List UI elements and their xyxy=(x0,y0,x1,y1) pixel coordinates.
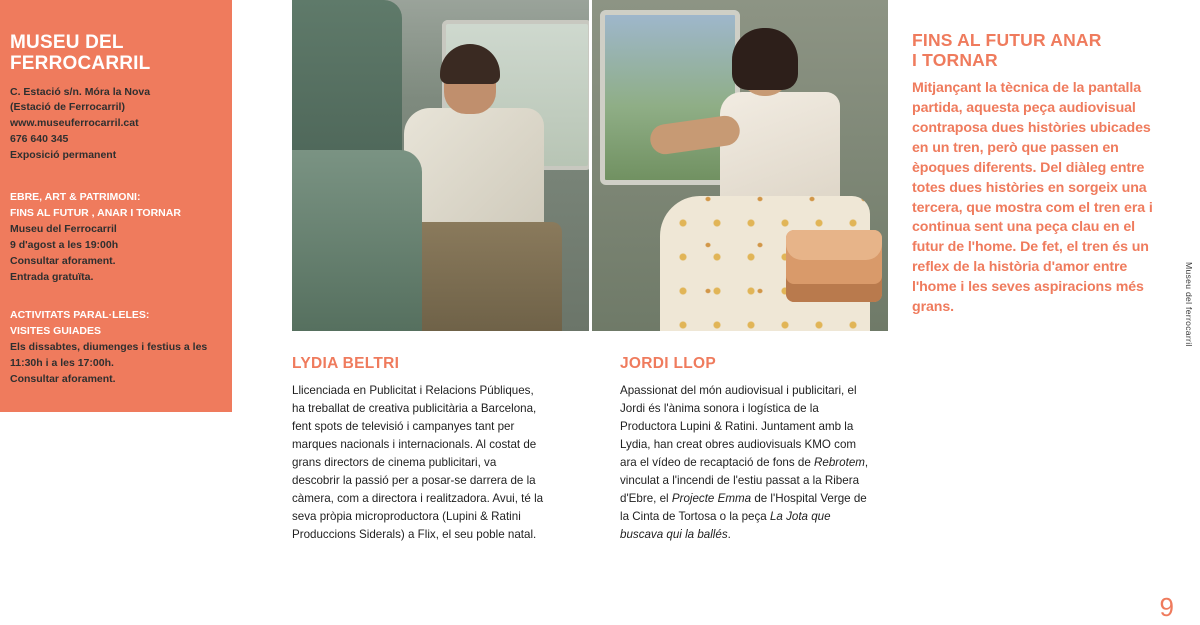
bio-text: Llicenciada en Publicitat i Relacions Públiques, ha treballat de creativa publicitària a Barcelona, fent spots de televisió i campanyes tant per marques nacionals i internacionals. Al costat de grans directors de cinema publicitari, va descobrir la passió per a posar-se darrera de la càmera, com a directora i realitzadora. Avui, té la seva pròpia microproductora (Lupini & Ratini Produccions Siderals) a Flix, el seu poble natal. xyxy=(292,384,544,541)
guided-visits-days: Els dissabtes, diumenges i festius a les xyxy=(10,340,208,353)
program-title: FINS AL FUTUR , ANAR I TORNAR xyxy=(10,207,181,220)
split-screen-photo xyxy=(292,0,888,331)
address-street: C. Estació s/n. Móra la Nova xyxy=(10,85,151,98)
vertical-edge-label: Museu del ferrocarril xyxy=(1184,262,1194,347)
photo-right-panel xyxy=(590,0,888,331)
feature-title xyxy=(912,30,1170,70)
woman-hair xyxy=(732,28,798,90)
bio-text-part1: Apassionat del món audiovisual i publicitari, el Jordi és l'ànima sonora i logística de la Productora Lupini & Ratini. Juntament amb la Lydia, han creat obres audiovisuals KMO com ara el vídeo de recaptació de fons de xyxy=(620,384,857,469)
museum-website[interactable]: www.museuferrocarril.cat xyxy=(10,117,139,130)
page-number: 9 xyxy=(1159,592,1174,622)
museum-address-block xyxy=(10,85,210,165)
bio-text-part3: de l'Hospital Verge de la Cinta de Tortosa o la peça xyxy=(620,491,867,523)
feature-title-line2: I TORNAR xyxy=(912,50,998,71)
train-window-right xyxy=(600,10,740,185)
feature-text-column xyxy=(912,30,1170,318)
split-screen-divider xyxy=(589,0,592,331)
program-label: EBRE, ART & PATRIMONI: xyxy=(10,191,141,204)
museum-title-line2: FERROCARRIL xyxy=(10,53,151,75)
train-seat-front-left xyxy=(292,150,422,331)
bio-jordi-llop xyxy=(620,355,872,544)
feature-body: Mitjançant la tècnica de la pantalla partida, aquesta peça audiovisual contraposa dues històries ubicades en un tren, però que passen en èpoques diferents. Del diàleg entre totes dues històries en sorgeix una tercera, que mostra com el tren era i continua sent una peça clau en el futur de l'home. De fet, el tren és un reflex de la història d'amor entre l'home i les seves aspiracions més grans. xyxy=(912,80,1153,315)
bio-lydia-beltri xyxy=(292,355,544,544)
program-date: 9 d'agost a les 19:00h xyxy=(10,239,119,252)
bio-text xyxy=(620,382,872,544)
program-entry: Entrada gratuïta. xyxy=(10,271,94,284)
guided-visits-capacity: Consultar aforament. xyxy=(10,372,116,385)
woman-torso xyxy=(720,92,840,202)
bio-work-title-2: Projecte Emma xyxy=(671,491,752,505)
permanent-exhibition-note: Exposició permanent xyxy=(10,149,117,162)
parallel-activities-block xyxy=(10,308,210,388)
bio-work-title-3: La Jota que buscava qui la ballés xyxy=(620,509,831,541)
sidebar-info-panel xyxy=(0,0,232,412)
program-block xyxy=(10,190,210,286)
parallel-activities-label: ACTIVITATS PARAL·LELES: xyxy=(10,309,150,322)
guided-visits-label: VISITES GUIADES xyxy=(10,324,102,337)
bio-work-title-1: Rebrotem xyxy=(814,455,865,469)
bio-name: LYDIA BELTRI xyxy=(292,355,400,372)
man-torso xyxy=(404,108,544,233)
museum-title-line1: MUSEU DEL xyxy=(10,32,124,53)
bio-text-part2: , vinculat a l'incendi de l'estiu passat a la Ribera d'Ebre, el xyxy=(620,455,869,505)
feature-title-line1: FINS AL FUTUR ANAR xyxy=(912,30,1102,50)
museum-phone: 676 640 345 xyxy=(10,133,69,146)
address-detail: (Estació de Ferrocarril) xyxy=(10,101,125,114)
program-venue: Museu del Ferrocarril xyxy=(10,223,117,236)
museum-title xyxy=(10,32,210,75)
bio-name: JORDI LLOP xyxy=(620,355,717,372)
photo-left-panel xyxy=(292,0,590,331)
guided-visits-hours: 11:30h i a les 17:00h. xyxy=(10,356,114,369)
program-capacity: Consultar aforament. xyxy=(10,255,116,268)
bio-text-part4: . xyxy=(727,527,731,541)
handbag-flap xyxy=(786,230,882,260)
